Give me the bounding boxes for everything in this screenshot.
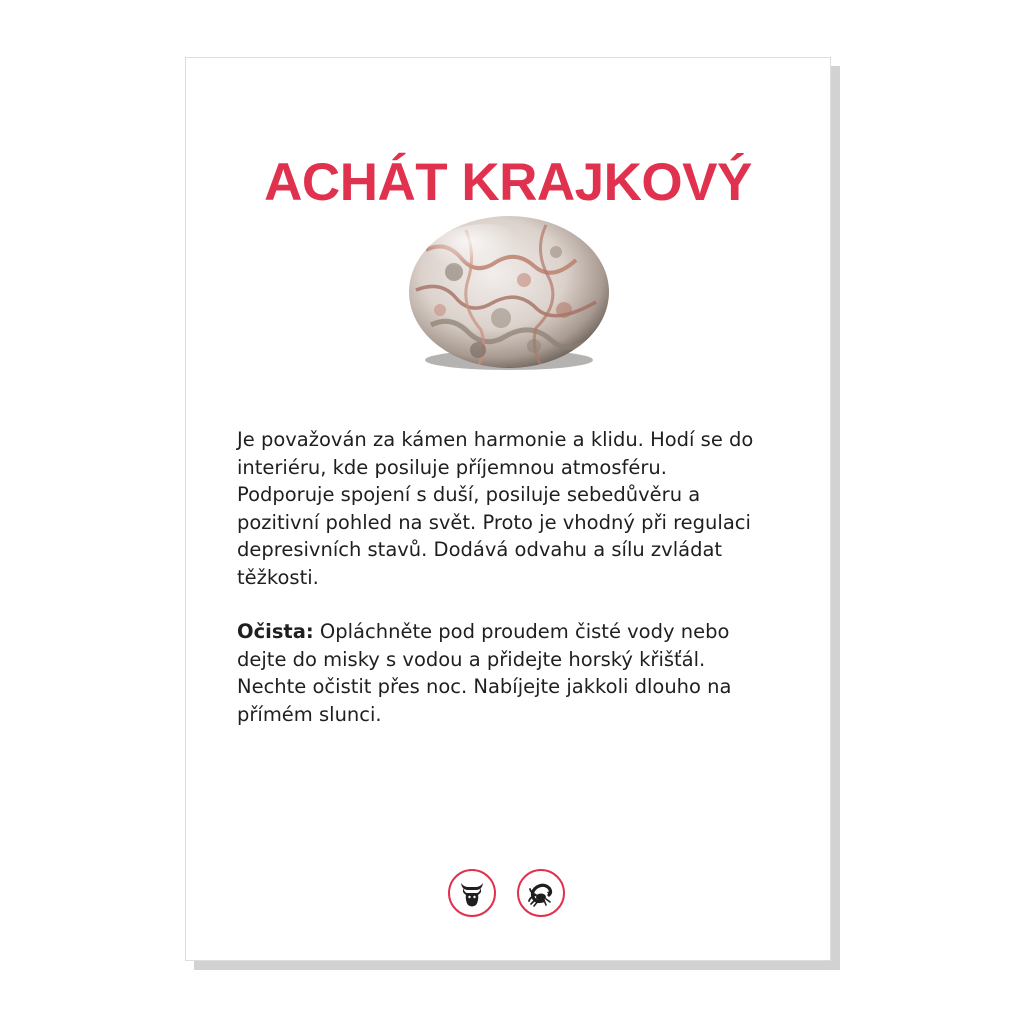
cleansing-instructions <box>237 618 797 728</box>
taurus-bull-icon <box>450 871 494 915</box>
scorpio-scorpion-icon <box>519 871 563 915</box>
lace-agate-stone-photo <box>406 210 612 378</box>
cleansing-label: Očista: <box>237 620 314 643</box>
cleansing-text: Opláchněte pod proudem čisté vody nebo dejte do misky s vodou a přidejte horský křišťál. Nechte očistit přes noc. Nabíjejte jakkoli dlouho na přímém slunci. <box>237 620 732 726</box>
scorpio-badge <box>517 869 565 917</box>
zodiac-signs <box>448 869 570 921</box>
stone-image <box>406 210 612 378</box>
crystal-card <box>185 57 831 961</box>
stone-description: Je považován za kámen harmonie a klidu. Hodí se do interiéru, kde posiluje příjemnou atmosféru. Podporuje spojení s duší, posiluje sebedůvěru a pozitivní pohled na svět. Proto je vhodný při regulaci depresivních stavů. Dodává odvahu a sílu zvládat těžkosti. <box>237 428 754 589</box>
card-title: ACHÁT KRAJKOVÝ <box>264 153 752 212</box>
taurus-badge <box>448 869 496 917</box>
